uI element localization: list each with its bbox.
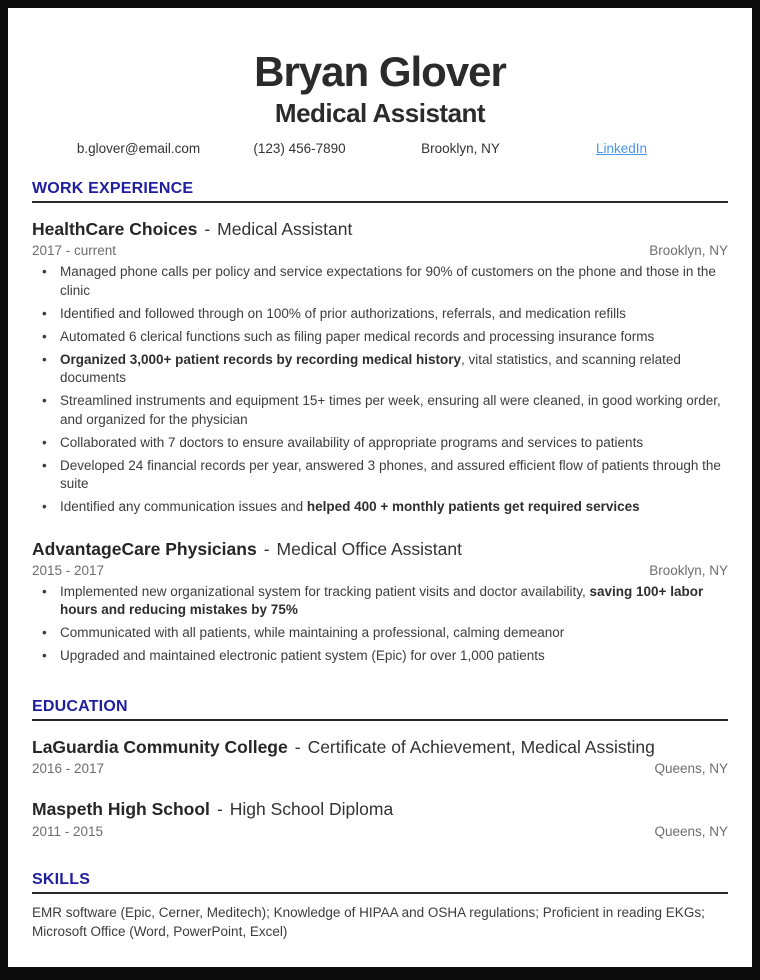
section-skills	[32, 871, 728, 941]
title-separator: -	[204, 218, 211, 239]
bullet-item: • Upgraded and maintained electronic patient system (Epic) for over 1,000 patients	[32, 647, 728, 666]
contact-location: Brooklyn, NY	[421, 140, 500, 156]
contact-email: b.glover@email.com	[76, 140, 201, 156]
resume-header	[32, 32, 728, 156]
skills-text: EMR software (Epic, Cerner, Meditech); Knowledge of HIPAA and OSHA regulations; Proficient in reading EKGs; Microsoft Office (Word, PowerPoint, Excel)	[32, 904, 705, 939]
education-title-line	[32, 798, 728, 820]
education-location: Queens, NY	[654, 823, 728, 839]
education-title-line	[32, 736, 728, 758]
education-entry-maspeth	[32, 798, 728, 838]
job-title-line	[32, 218, 728, 240]
job-entry-healthcare-choices	[32, 218, 728, 517]
title-separator: -	[216, 799, 223, 820]
bullet-item: • Identified any communication issues and helped 400 + monthly patients get required services	[32, 498, 728, 517]
bullet-item: • Managed phone calls per policy and service expectations for 90% of customers on the phone and those in the clinic	[32, 263, 728, 300]
linkedin-link[interactable]: LinkedIn	[595, 140, 648, 156]
section-rule	[32, 201, 728, 203]
education-location: Queens, NY	[654, 761, 728, 777]
job-entry-advantagecare	[32, 538, 728, 666]
bullet-item: • Developed 24 financial records per year, answered 3 phones, and assured efficient flow of patients through the suite	[32, 457, 728, 494]
job-role: Medical Office Assistant	[276, 538, 462, 559]
work-section-heading: WORK EXPERIENCE	[32, 179, 194, 197]
contact-phone: (123) 456-7890	[253, 140, 346, 156]
school-name: LaGuardia Community College	[32, 736, 288, 757]
education-meta	[32, 761, 728, 776]
job-dates: 2015 - 2017	[32, 562, 105, 578]
job-title-line	[32, 538, 728, 560]
education-dates: 2011 - 2015	[32, 823, 104, 839]
job-role: Medical Assistant	[217, 218, 353, 239]
candidate-title: Medical Assistant	[274, 98, 486, 129]
job-meta	[32, 563, 728, 578]
skills-section-heading: SKILLS	[32, 870, 91, 888]
bullet-item: • Implemented new organizational system for tracking patient visits and doctor availability, saving 100+ labor hours and reducing mistakes by 75%	[32, 583, 728, 620]
degree: High School Diploma	[229, 799, 394, 820]
bullet-item: • Communicated with all patients, while maintaining a professional, calming demeanor	[32, 624, 728, 643]
section-rule	[32, 719, 728, 721]
job-bullet-list	[32, 583, 728, 666]
resume-page	[8, 8, 752, 967]
job-location: Brooklyn, NY	[649, 243, 728, 259]
school-name: Maspeth High School	[32, 799, 210, 820]
bullet-item: • Streamlined instruments and equipment 15+ times per week, ensuring all were cleaned, in good working order, and organized for the physician	[32, 392, 728, 429]
candidate-name: Bryan Glover	[254, 48, 506, 95]
job-company: HealthCare Choices	[32, 218, 198, 239]
job-dates: 2017 - current	[32, 243, 117, 259]
job-company: AdvantageCare Physicians	[32, 538, 257, 559]
education-entry-laguardia	[32, 736, 728, 776]
bullet-item: • Automated 6 clerical functions such as filing paper medical records and processing insurance forms	[32, 328, 728, 347]
bullet-item: • Identified and followed through on 100% of prior authorizations, referrals, and medication refills	[32, 305, 728, 324]
job-bullet-list	[32, 263, 728, 517]
job-meta	[32, 243, 728, 258]
bullet-item: • Organized 3,000+ patient records by recording medical history, vital statistics, and scanning related documents	[32, 351, 728, 388]
contact-row	[58, 141, 702, 156]
education-meta	[32, 824, 728, 839]
bullet-item: • Collaborated with 7 doctors to ensure availability of appropriate programs and services to patients	[32, 434, 728, 453]
degree: Certificate of Achievement, Medical Assisting	[307, 736, 655, 757]
section-work-experience	[32, 180, 728, 666]
job-location: Brooklyn, NY	[649, 562, 728, 578]
education-section-heading: EDUCATION	[32, 697, 128, 715]
education-dates: 2016 - 2017	[32, 761, 105, 777]
section-rule	[32, 892, 728, 894]
section-education	[32, 698, 728, 839]
title-separator: -	[294, 736, 301, 757]
title-separator: -	[263, 538, 270, 559]
